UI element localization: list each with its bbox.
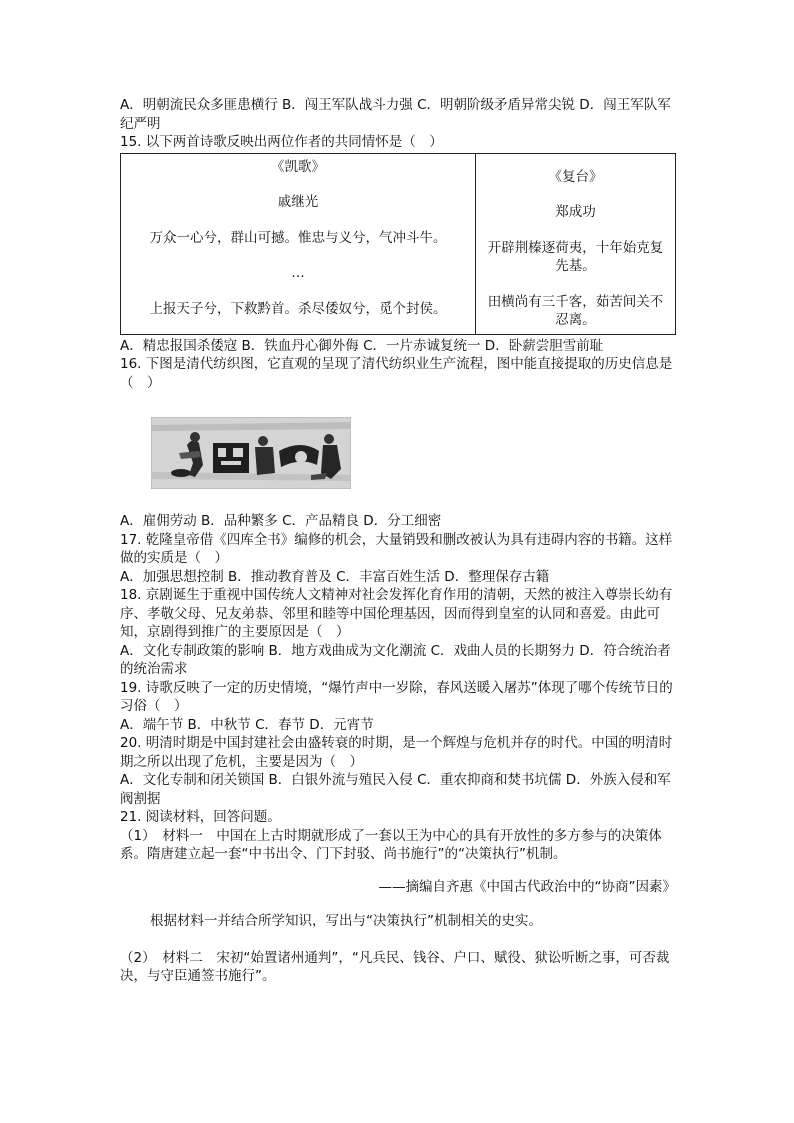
q15-options: A．精忠报国杀倭寇 B．铁血丹心御外侮 C．一片赤诚复统一 D．卧薪尝胆雪前耻 <box>120 337 604 354</box>
q15-stem: 15. 以下两首诗歌反映出两位作者的共同情怀是（ ） <box>120 134 443 150</box>
q16-stem: 16. 下图是清代纺织图，它直观的呈现了清代纺织业生产流程，图中能直接提取的历史信息是（ ） <box>120 356 673 391</box>
q21-instruction: 根据材料一并结合所学知识，写出与“决策执行”机制相关的史实。 <box>150 913 542 929</box>
q20-stem: 20. 明清时期是中国封建社会由盛转衰的时期，是一个辉煌与危机并存的时代。中国的明清时期之所以出现了危机，主要是因为（ ） <box>120 735 673 770</box>
q17-stem: 17. 乾隆皇帝借《四库全书》编修的机会，大量销毁和删改被认为具有违碍内容的书籍。这样做的实质是（ ） <box>120 531 673 566</box>
q19-stem: 19. 诗歌反映了一定的历史情境，“爆竹声中一岁除，春风送暖入屠苏”体现了哪个传统节日的习俗（ ） <box>120 679 673 714</box>
poem-right-line2: 田横尚有三千客，茹苦间关不忍离。 <box>487 293 664 328</box>
poem-table <box>120 153 676 335</box>
q19-options: A．端午节 B．中秋节 C．春节 D．元宵节 <box>120 716 374 733</box>
q21-material-one: （1） 材料一 中国在上古时期就形成了一套以王为中心的具有开放性的多方参与的决策体系。隋唐建立起一套“中书出令、门下封驳、尚书施行”的“决策执行”机制。 <box>120 827 662 862</box>
poem-left-title: 《凯歌》 <box>271 158 325 175</box>
q18-options: A．文化专制政策的影响 B．地方戏曲成为文化潮流 C．戏曲人员的长期努力 D．符合统治者的统治需求 <box>120 642 671 677</box>
poem-left-line2: 上报天子兮，下救黔首。杀尽倭奴兮，觅个封侯。 <box>149 300 447 317</box>
q18-stem: 18. 京剧诞生于重视中国传统人文精神对社会发挥化育作用的清朝，天然的被注入尊崇长幼有序、孝敬父母、兄友弟恭、邻里和睦等中国伦理基因，因而得到皇室的认同和喜爱。由此可知，京剧得到推广的主要原因是（ ） <box>120 587 673 640</box>
q21-material-two: （2） 材料二 宋初“始置诸州通判”，“凡兵民、钱谷、户口、赋役、狱讼听断之事，可否裁决，与守臣通签书施行”。 <box>120 949 670 984</box>
figure-container <box>120 392 676 512</box>
q21-stem: 21. 阅读材料，回答问题。 <box>120 809 281 825</box>
poem-left-cell <box>121 153 476 334</box>
exam-page <box>120 96 676 986</box>
poem-right-cell <box>476 153 676 334</box>
poem-left-ellipsis: … <box>291 265 305 281</box>
textile-illustration-image <box>151 417 351 489</box>
poem-right-title: 《复台》 <box>548 168 603 185</box>
q20-options: A．文化专制和闭关锁国 B．白银外流与殖民入侵 C．重农抑商和焚书坑儒 D．外族入侵和军阀割据 <box>120 772 671 807</box>
poem-right-line1: 开辟荆榛逐荷夷，十年始克复先基。 <box>487 239 664 274</box>
q16-options: A．雇佣劳动 B．品种繁多 C．产品精良 D．分工细密 <box>120 513 442 529</box>
poem-right-author: 郑成功 <box>555 204 596 220</box>
q14-options: A．明朝流民众多匪患横行 B．闯王军队战斗力强 C．明朝阶级矛盾异常尖锐 D．闯王军队军纪严明 <box>120 97 671 132</box>
poem-left-line1: 万众一心兮，群山可撼。惟忠与义兮，气冲斗牛。 <box>149 229 447 246</box>
poem-left-author: 戚继光 <box>277 194 319 210</box>
q17-options: A．加强思想控制 B．推动教育普及 C．丰富百姓生活 D．整理保存古籍 <box>120 568 550 585</box>
q21-source-citation: ——摘编自齐惠《中国古代政治中的“协商”因素》 <box>378 878 676 895</box>
